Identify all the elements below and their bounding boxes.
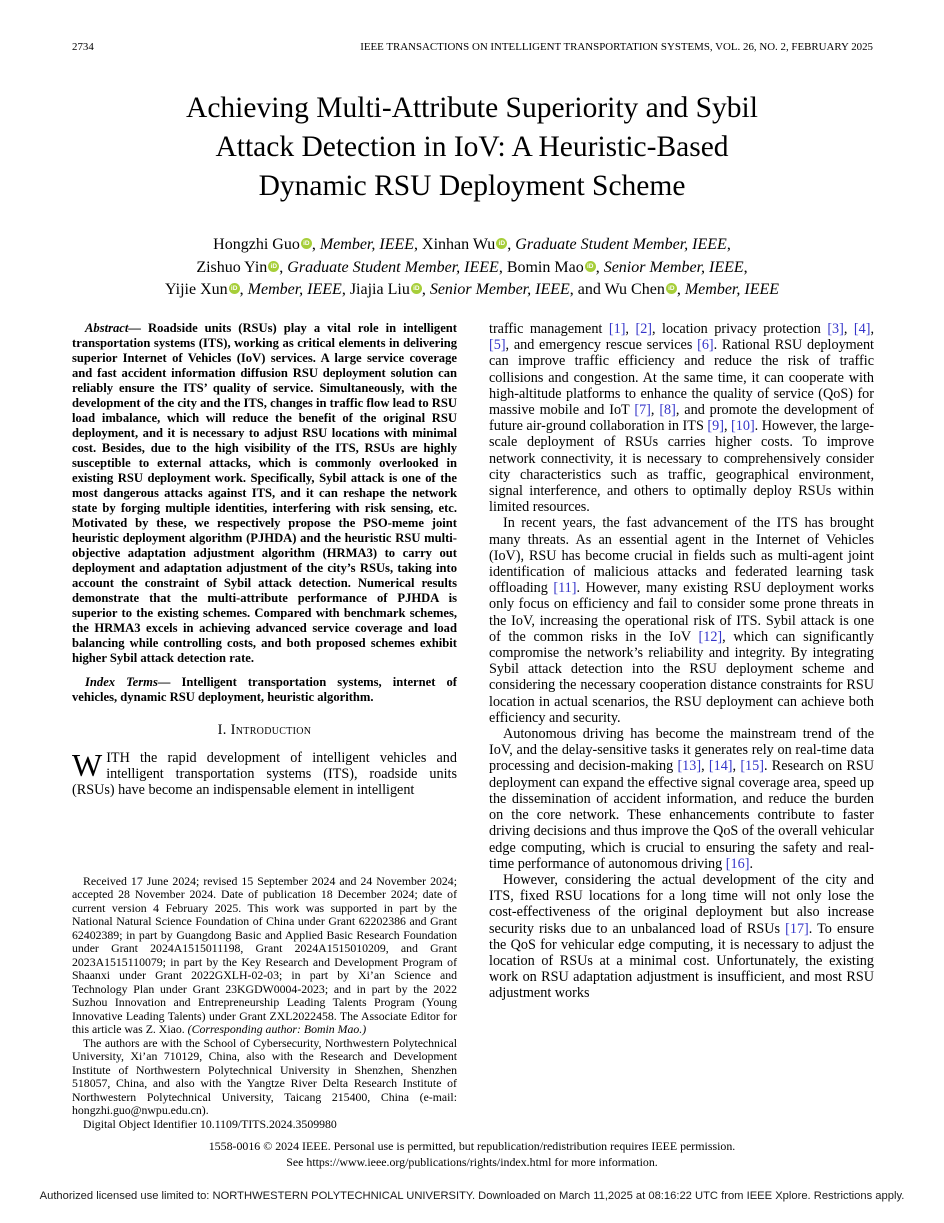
citation-link[interactable]: [2] [635,321,653,337]
footnote-block [72,875,457,1132]
citation-link[interactable]: [4] [853,321,871,337]
citation-link[interactable]: [8] [659,402,676,419]
title-line-2: Attack Detection in IoV: A Heuristic-Based [215,131,729,163]
two-column-body [72,321,874,1131]
citation-link[interactable]: [9] [707,418,724,435]
citation-link[interactable]: [16] [725,855,750,872]
orcid-icon[interactable]: iD [229,283,240,294]
citation-link[interactable]: [1] [608,321,626,337]
footnote-received: Received 17 June 2024; revised 15 September 2024 and 24 November 2024; accepted 28 November 2024. Date of publication 18 December 2024; date of current version 4 February 2025. This work was supported in part by the National Natural Science Foundation of China under Grant 62202386 and Grant 62402389; in part by Guangdong Basic and Applied Basic Research Foundation under Grant 2024A1515011198, Grant 2024A1515010209, and Grant 2023A1515110079; in part by the Key Research and Development Program of Shaanxi under Grant 2022GXLH-02-03; in part by Xi’an Science and Technology Plan under Grant 23KGDW0004-2023; and in part by the 2022 Suzhou Innovation and Entrepreneurship Leading Talents Program (Young Innovative Leading Talents) under Grant ZXL2022458. The Associate Editor for this article was Z. Xiao. (Corresponding author: Bomin Mao.) [72,873,457,1036]
citation-link[interactable]: [12] [698,628,723,645]
citation-link[interactable]: [11] [553,580,577,597]
orcid-icon[interactable]: iD [666,283,677,294]
citation-link[interactable]: [10] [731,418,755,435]
footnote-affiliation: The authors are with the School of Cybersecurity, Northwestern Polytechnical University, Xi’an 710129, China, also with the Research and Development Institute of Northwestern Polytechnical University in Shenzhen, Shenzhen 518057, China, and also with the Yangtze River Delta Research Institute of Northwestern Polytechnical University, Taicang 215400, China (e-mail: hongzhi.guo@nwpu.edu.cn). [72,1035,457,1117]
body-paragraph-4: However, considering the actual development of the city and ITS, fixed RSU locations for a long time will not only lose the cost-effectiveness of the original deployment but also increase security risks due to an unbalanced load of RSUs [17]. To ensure the QoS for vehicular edge computing, it is necessary to adjust the location of RSUs at a minimal cost. Unfortunately, the existing work on RSU adaptation adjustment is insufficient, and most RSU adjustment works [489,871,874,1002]
title-line-3: Dynamic RSU Deployment Scheme [258,170,686,202]
citation-link[interactable]: [14] [708,758,733,775]
author-line-1: Hongzhi Guo iD , Member, IEEE, Xinhan Wu iD , Graduate Student Member, IEEE, [213,236,731,253]
footnote-doi: Digital Object Identifier 10.1109/TITS.2024.3509980 [83,1116,337,1131]
license-watermark: Authorized licensed use limited to: NORTHWESTERN POLYTECHNICAL UNIVERSITY. Downloaded on March 11,2025 at 08:16:22 UTC from IEEE Xplore. Restrictions apply. [39,1190,905,1202]
orcid-icon[interactable]: iD [301,238,312,249]
author-list [0,234,944,302]
citation-link[interactable]: [15] [740,758,764,775]
copyright-footer [0,1139,944,1170]
right-column [489,321,874,1131]
citation-link[interactable]: [6] [697,337,714,354]
author-line-3: Yijie Xun iD , Member, IEEE, Jiajia Liu iD , Senior Member, IEEE, and Wu Chen iD , Member, IEEE [164,281,780,298]
intro-paragraph: WITH the rapid development of intelligent vehicles and intelligent transportation systems (ITS), roadside units (RSUs) have become an indispensable element in intelligent [72,747,457,798]
paper-title [0,89,944,206]
citation-link[interactable]: [7] [634,402,651,419]
orcid-icon[interactable]: iD [496,238,507,249]
body-paragraph-2: In recent years, the fast advancement of the ITS has brought many threats. As an essential agent in the Internet of Vehicles (IoV), RSU has become crucial in fields such as multi-agent joint identification of malicious attacks and federated learning task offloading [11]. However, many existing RSU deployment works only focus on efficiency and fail to consider some prone threats in the IoV, increasing the operational risk of ITS. Sybil attack is one of the common risks in the IoV [12], which can significantly compromise the network’s reliability and integrity. By integrating Sybil attack detection into the RSU deployment scheme and considering the necessary cooperation distance constraints for RSU location in actual scenarios, the RSU deployment can achieve both efficiency and security. [489,515,874,726]
journal-title: IEEE TRANSACTIONS ON INTELLIGENT TRANSPORTATION SYSTEMS, VOL. 26, NO. 2, FEBRUARY 2025 [360,41,873,53]
copyright-line-1: 1558-0016 © 2024 IEEE. Personal use is permitted, but republication/redistribution requires IEEE permission. [208,1139,736,1153]
orcid-icon[interactable]: iD [268,261,279,272]
citation-link[interactable]: [13] [677,758,702,775]
index-terms: Index Terms— Intelligent transportation systems, internet of vehicles, dynamic RSU deployment, heuristic algorithm. [72,675,457,704]
citation-link[interactable]: [5] [489,337,506,354]
abstract-paragraph: Abstract— Roadside units (RSUs) play a vital role in intelligent transportation systems (ITS), working as critical elements in delivering superior Internet of Vehicles (IoV) services. A large service coverage and fast accident information diffusion RSU deployment solution can reliably ensure the ITS’ quality of service. Simultaneously, with the development of the city and the ITS, changes in traffic flow lead to RSU load imbalance, which will reduce the benefit of the original RSU deployment, and it is necessary to adjust RSU locations with minimal cost. Besides, due to the high visibility of the ITS, RSUs are highly susceptible to external attacks, which is commonly overlooked in existing RSU deployment work. Specifically, Sybil attack is one of the most dangerous attacks against ITS, and it can reshape the network state by forging multiple identities, interfering with risk sensing, etc. Motivated by these, we respectively propose the PSO-meme joint heuristic deployment algorithm (PJHDA) and the heuristic RSU multi-objective adaptation adjustment algorithm (HRMA3) to carry out deployment and adaptation adjustment of the city’s RSUs, taking into account the constraint of Sybil attack detection. Numerical results demonstrate that the multi-attribute performance of PJHDA is superior to the existing schemes. Compared with benchmark schemes, the HRMA3 excels in achieving advanced service coverage and load balancing while controlling costs, and both proposed schemes exhibit higher Sybil attack detection rate. [72,321,457,665]
citation-link[interactable]: [3] [827,321,844,337]
copyright-line-2: See https://www.ieee.org/publications/rights/index.html for more information. [286,1154,658,1169]
body-paragraph-3: Autonomous driving has become the mainstream trend of the IoV, and the delay-sensitive tasks it generates rely on real-time data processing and decision-making [13], [14], [15]. Research on RSU deployment can expand the effective signal coverage area, speed up the dissemination of accident information, and reduce the burden on the core network. These enhancements contribute to faster driving decisions and thus improve the QoS of the overall vehicular edge computing, which is crucial to ensuring the safety and real-time performance of autonomous driving [16]. [489,726,875,872]
section-heading-introduction: I. Introduction [217,722,312,738]
orcid-icon[interactable]: iD [585,261,596,272]
page-header [72,41,873,53]
orcid-icon[interactable]: iD [411,283,422,294]
citation-link[interactable]: [17] [785,920,809,937]
title-line-1: Achieving Multi-Attribute Superiority and Sybil [186,92,758,124]
author-line-2: Zishuo Yin iD , Graduate Student Member, IEEE, Bomin Mao iD , Senior Member, IEEE, [196,258,748,276]
body-paragraph-1: traffic management [1], [2], location privacy protection [3], [4], [5], and emergency rescue services [6]. Rational RSU deployment can improve traffic efficiency and reduce the risk of traffic collisions and congestion. At the same time, it can cooperate with high-altitude platforms to enhance the quality of service (QoS) for massive mobile and IoT [7], [8], and promote the development of future air-ground collaboration in ITS [9], [10]. However, the large-scale deployment of RSUs carries higher costs. To improve network connectivity, it is necessary to comprehensively consider city characteristics such as traffic, geographical environment, signal interference, and others to optimally deploy RSUs within limited resources. [489,321,875,516]
page-number: 2734 [72,41,94,53]
left-column [72,321,457,1131]
